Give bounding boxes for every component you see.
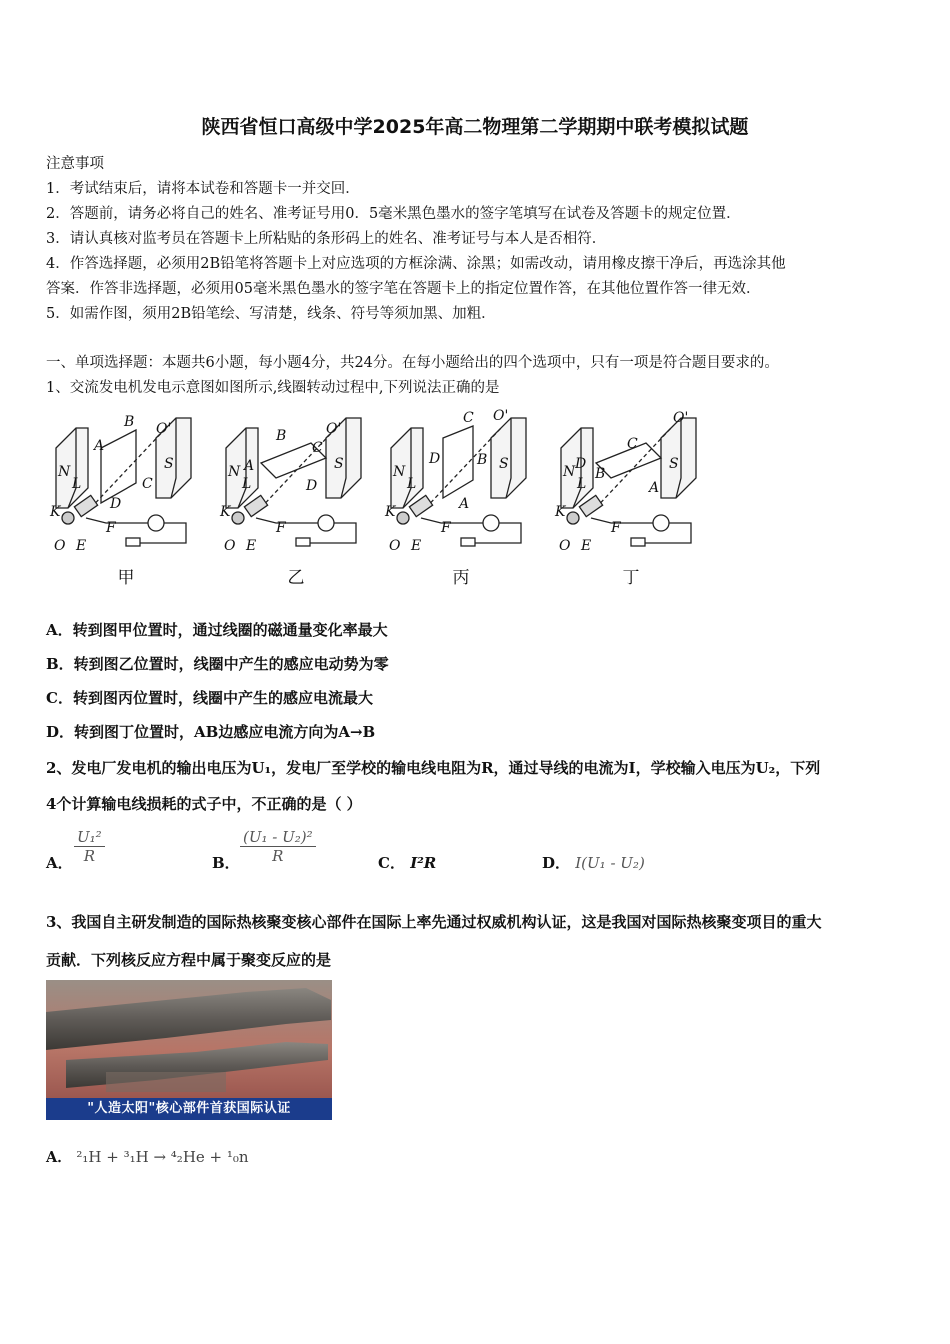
fraction	[74, 828, 105, 865]
brush-k-label: K	[385, 504, 396, 520]
question-1-option-d: D．转到图丁位置时，AB边感应电流方向为A→B	[46, 723, 376, 741]
brush-l-label: L	[407, 476, 417, 492]
question-3-option-a	[46, 1146, 249, 1167]
question-3-stem: 3、我国自主研发制造的国际热核聚变核心部件在国际上率先通过权威机构认证，这是我国对国际热核聚变项目的重大	[46, 913, 822, 931]
notice-item: 4．作答选择题，必须用2B铅笔将答题卡上对应选项的方框涂满、涂黑；如需改动，请用橡皮擦干净后，再选涂其他	[46, 256, 786, 272]
coil-label-top1: C	[627, 436, 638, 452]
question-2-options	[46, 826, 906, 878]
question-2-option-d	[542, 852, 645, 904]
brush-k-label: K	[555, 504, 566, 520]
coil-label-mid1: A	[244, 458, 255, 474]
option-expression: I(U₁ - U₂)	[575, 854, 645, 872]
option-label: A．	[46, 854, 73, 872]
question-1-option-c: C．转到图丙位置时，线圈中产生的感应电流最大	[46, 689, 373, 707]
pole-s-label: S	[669, 456, 679, 472]
question-1-option-b: B．转到图乙位置时，线圈中产生的感应电动势为零	[46, 655, 389, 673]
fraction	[240, 828, 316, 865]
fusion-component-photo	[46, 980, 332, 1120]
generator-figures	[46, 408, 706, 588]
coil-label-bot: A	[459, 496, 470, 512]
notice-item: 2．答题前，请务必将自己的姓名、准考证号用0．5毫米黑色墨水的签字笔填写在试卷及答题卡的规定位置．	[46, 206, 741, 222]
coil-label-top1: B	[276, 428, 287, 444]
wire-f-label: F	[611, 520, 621, 536]
fraction-numerator: (U₁ - U₂)²	[240, 828, 316, 847]
question-2-stem-cont: 4个计算输电线损耗的式子中，不正确的是（ ）	[46, 795, 362, 813]
coil-label-mid2: B	[595, 466, 606, 482]
axis-label-top: O'	[493, 408, 509, 424]
option-label: B．	[212, 854, 240, 872]
photo-caption: "人造太阳"核心部件首获国际认证	[46, 1098, 332, 1120]
pole-s-label: S	[164, 456, 174, 472]
figure-caption: 甲	[117, 568, 135, 588]
coil-label-mid2: B	[477, 452, 488, 468]
question-1-option-a: A．转到图甲位置时，通过线圈的磁通量变化率最大	[46, 621, 388, 639]
terminal-e-label: E	[411, 538, 422, 554]
terminal-e-label: E	[76, 538, 87, 554]
wire-f-label: F	[441, 520, 451, 536]
axis-o-label: O	[224, 538, 236, 554]
generator-diagram	[216, 408, 376, 558]
pole-n-label: N	[228, 464, 241, 480]
question-2-stem: 2、发电厂发电机的输出电压为U₁，发电厂至学校的输电线电阻为R，通过导线的电流为I，学校输入电压为U₂，下列	[46, 759, 821, 777]
question-2-option-c	[378, 852, 436, 904]
coil-label-top1: C	[463, 410, 474, 426]
coil-label-bot: D	[110, 496, 122, 512]
coil-label-mid2: C	[312, 440, 323, 456]
option-expression: ²₁H + ³₁H → ⁴₂He + ¹₀n	[76, 1148, 249, 1166]
pole-n-label: N	[563, 464, 576, 480]
fraction-denominator: R	[83, 847, 95, 865]
axis-label-top: O'	[673, 410, 689, 426]
page-title: 陕西省恒口高级中学2025年高二物理第二学期期中联考模拟试题	[201, 116, 749, 138]
figure-caption: 丁	[622, 568, 640, 588]
coil-label-top1: B	[124, 414, 135, 430]
pole-n-label: N	[58, 464, 71, 480]
figure-caption: 丙	[452, 568, 470, 588]
axis-o-label: O	[54, 538, 66, 554]
fraction-denominator: R	[272, 847, 284, 865]
coil-label-mid1: A	[94, 438, 105, 454]
generator-figure	[216, 408, 376, 588]
coil-label-bot: A	[649, 480, 660, 496]
option-label: C．	[378, 854, 405, 872]
axis-label-top: O'	[326, 421, 342, 437]
brush-l-label: L	[242, 476, 252, 492]
axis-label-top: O'	[156, 421, 172, 437]
axis-o-label: O	[559, 538, 571, 554]
terminal-e-label: E	[581, 538, 592, 554]
generator-diagram	[46, 408, 206, 558]
generator-figure	[551, 408, 711, 588]
generator-diagram	[381, 408, 541, 558]
wire-f-label: F	[276, 520, 286, 536]
coil-label-mid2: C	[142, 476, 153, 492]
coil-label-mid1: D	[575, 456, 587, 472]
notice-heading: 注意事项	[46, 156, 104, 172]
question-3-stem-cont: 贡献．下列核反应方程中属于聚变反应的是	[46, 951, 332, 969]
brush-k-label: K	[50, 504, 61, 520]
coil-label-mid1: D	[429, 451, 441, 467]
wire-f-label: F	[106, 520, 116, 536]
option-label: D．	[542, 854, 571, 872]
brush-l-label: L	[72, 476, 82, 492]
notice-item: 1．考试结束后，请将本试卷和答题卡一并交回．	[46, 181, 360, 197]
generator-diagram	[551, 408, 711, 558]
pole-s-label: S	[334, 456, 344, 472]
figure-caption: 乙	[287, 568, 305, 588]
pole-n-label: N	[393, 464, 406, 480]
notice-item: 答案．作答非选择题，必须用05毫米黑色墨水的签字笔在答题卡上的指定位置作答，在其他位置作答一律无效．	[46, 281, 761, 297]
axis-o-label: O	[389, 538, 401, 554]
option-label: A．	[46, 1149, 72, 1166]
notice-item: 5．如需作图，须用2B铅笔绘、写清楚，线条、符号等须加黑、加粗．	[46, 306, 496, 322]
terminal-e-label: E	[246, 538, 257, 554]
notice-item: 3．请认真核对监考员在答题卡上所粘贴的条形码上的姓名、准考证号与本人是否相符．	[46, 231, 607, 247]
generator-figure	[46, 408, 206, 588]
coil-label-bot: D	[306, 478, 318, 494]
option-expression: I²R	[410, 854, 437, 872]
question-1-stem: 1、交流发电机发电示意图如图所示,线圈转动过程中,下列说法正确的是	[46, 380, 500, 396]
brush-k-label: K	[220, 504, 231, 520]
fraction-numerator: U₁²	[74, 828, 105, 847]
pole-s-label: S	[499, 456, 509, 472]
generator-figure	[381, 408, 541, 588]
brush-l-label: L	[577, 476, 587, 492]
section-heading: 一、单项选择题：本题共6小题，每小题4分，共24分。在每小题给出的四个选项中，只有一项是符合题目要求的。	[46, 355, 779, 371]
